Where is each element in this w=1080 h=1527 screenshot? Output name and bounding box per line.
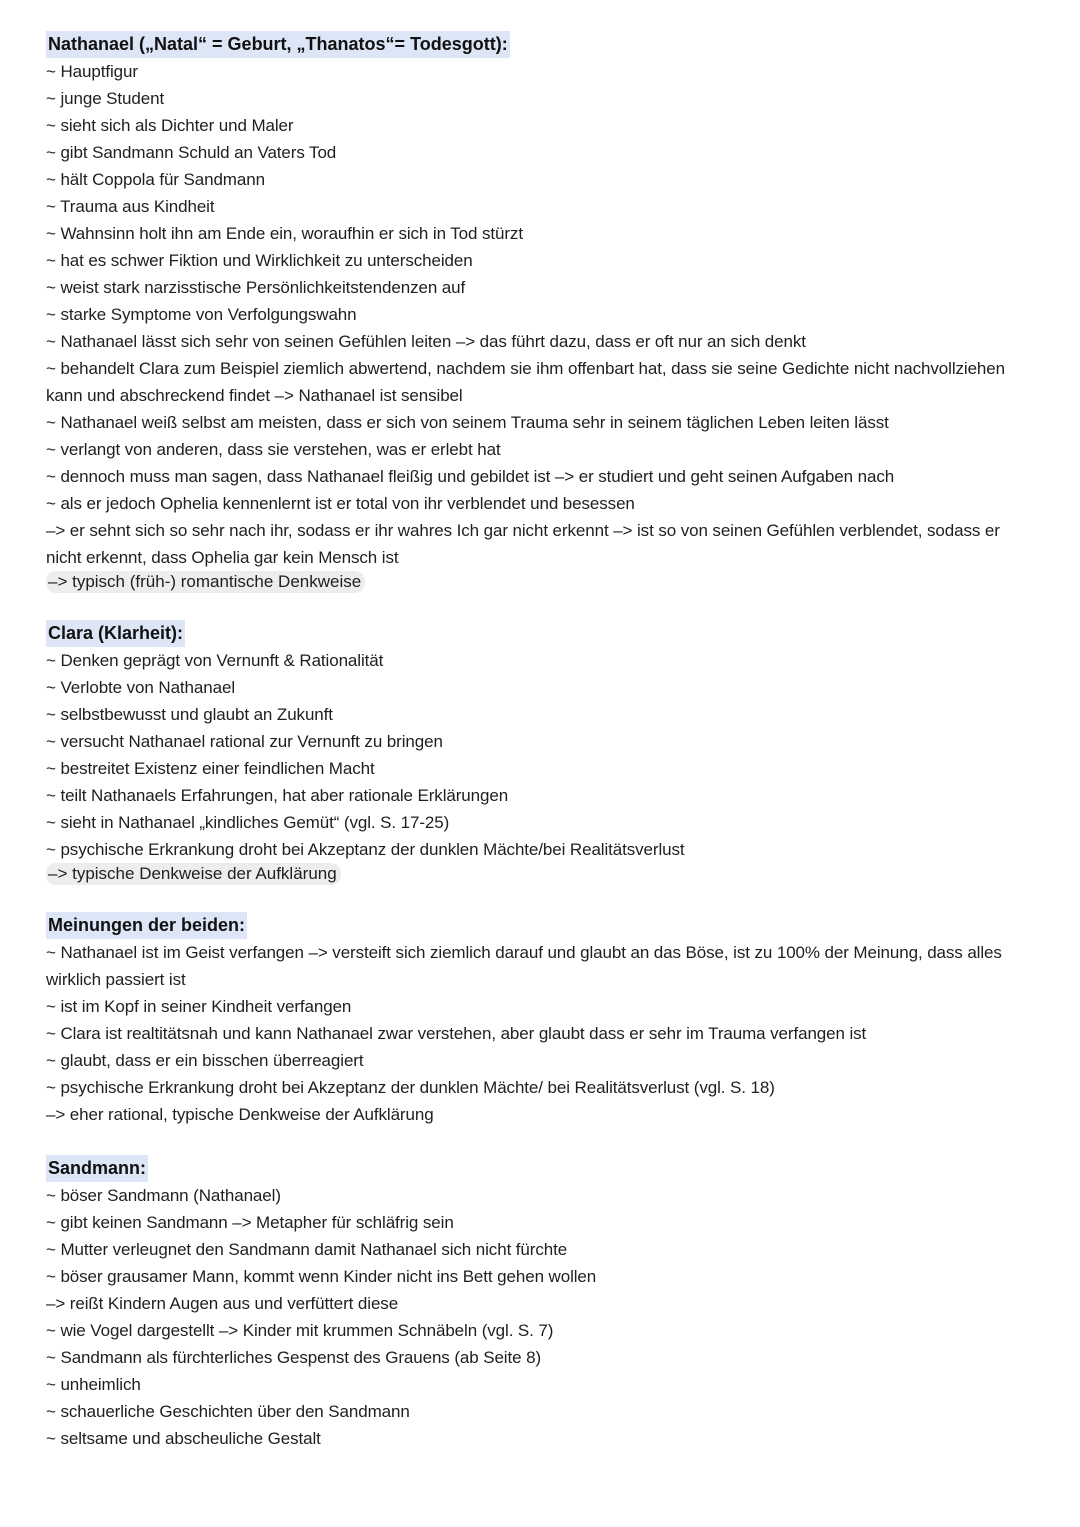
list-item: ~ Sandmann als fürchterliches Gespenst des Grauens (ab Seite 8) bbox=[46, 1348, 542, 1367]
list-item: ~ Wahnsinn holt ihn am Ende ein, woraufhin er sich in Tod stürzt bbox=[46, 224, 523, 243]
list-item: ~ psychische Erkrankung droht bei Akzeptanz der dunklen Mächte/ bei Realitätsverlust (vgl. S. 18) bbox=[46, 1078, 775, 1097]
list-item: ~ psychische Erkrankung droht bei Akzeptanz der dunklen Mächte/bei Realitätsverlust bbox=[46, 840, 685, 859]
list-item: ~ böser Sandmann (Nathanael) bbox=[46, 1186, 281, 1205]
section-meinungen bbox=[46, 912, 1034, 1128]
list-item: ~ seltsame und abscheuliche Gestalt bbox=[46, 1429, 321, 1448]
section-heading: Clara (Klarheit): bbox=[46, 620, 185, 647]
list-item: –> eher rational, typische Denkweise der Aufklärung bbox=[46, 1105, 434, 1124]
section-clara bbox=[46, 620, 1034, 885]
list-item: ~ Verlobte von Nathanael bbox=[46, 678, 235, 697]
list-item: ~ Mutter verleugnet den Sandmann damit Nathanael sich nicht fürchte bbox=[46, 1240, 568, 1259]
list-item: –> reißt Kindern Augen aus und verfüttert diese bbox=[46, 1294, 399, 1313]
conclusion-highlight: –> typisch (früh-) romantische Denkweise bbox=[46, 571, 365, 593]
list-item: ~ hat es schwer Fiktion und Wirklichkeit zu unterscheiden bbox=[46, 251, 473, 270]
list-item: ~ Clara ist realtitätsnah und kann Nathanael zwar verstehen, aber glaubt dass er sehr im Trauma verfangen ist bbox=[46, 1024, 867, 1043]
list-item: ~ gibt keinen Sandmann –> Metapher für schläfrig sein bbox=[46, 1213, 454, 1232]
list-item: ~ weist stark narzisstische Persönlichkeitstendenzen auf bbox=[46, 278, 466, 297]
section-sandmann bbox=[46, 1155, 1034, 1452]
list-item: ~ teilt Nathanaels Erfahrungen, hat aber rationale Erklärungen bbox=[46, 786, 509, 805]
list-item: ~ gibt Sandmann Schuld an Vaters Tod bbox=[46, 143, 337, 162]
list-item: ~ böser grausamer Mann, kommt wenn Kinder nicht ins Bett gehen wollen bbox=[46, 1267, 597, 1286]
list-item: ~ Nathanael weiß selbst am meisten, dass er sich von seinem Trauma sehr in seinem täglichen Leben leiten lässt bbox=[46, 413, 889, 432]
list-item: ~ schauerliche Geschichten über den Sandmann bbox=[46, 1402, 410, 1421]
list-item: ~ Denken geprägt von Vernunft & Rationalität bbox=[46, 651, 384, 670]
list-item: ~ glaubt, dass er ein bisschen überreagiert bbox=[46, 1051, 364, 1070]
conclusion-highlight: –> typische Denkweise der Aufklärung bbox=[46, 863, 341, 885]
section-heading: Meinungen der beiden: bbox=[46, 912, 247, 939]
list-item: ~ wie Vogel dargestellt –> Kinder mit krummen Schnäbeln (vgl. S. 7) bbox=[46, 1321, 554, 1340]
list-item: ~ verlangt von anderen, dass sie verstehen, was er erlebt hat bbox=[46, 440, 501, 459]
list-item: ~ als er jedoch Ophelia kennenlernt ist er total von ihr verblendet und besessen bbox=[46, 494, 635, 513]
list-item: –> er sehnt sich so sehr nach ihr, sodass er ihr wahres Ich gar nicht erkennt –> ist so von seinen Gefühlen verblendet, sodass er nicht erkennt, dass Ophelia gar kein Mensch ist bbox=[46, 521, 1000, 567]
section-heading: Nathanael („Natal“ = Geburt, „Thanatos“= Todesgott): bbox=[46, 31, 510, 58]
list-item: ~ behandelt Clara zum Beispiel ziemlich abwertend, nachdem sie ihm offenbart hat, dass sie seine Gedichte nicht nachvollziehen kann und abschreckend findet –> Nathanael ist sensibel bbox=[46, 359, 1005, 405]
list-item: ~ junge Student bbox=[46, 89, 165, 108]
list-item: ~ versucht Nathanael rational zur Vernunft zu bringen bbox=[46, 732, 443, 751]
list-item: ~ Trauma aus Kindheit bbox=[46, 197, 215, 216]
list-item: ~ unheimlich bbox=[46, 1375, 141, 1394]
list-item: ~ sieht sich als Dichter und Maler bbox=[46, 116, 294, 135]
list-item: ~ ist im Kopf in seiner Kindheit verfangen bbox=[46, 997, 352, 1016]
list-item: ~ bestreitet Existenz einer feindlichen Macht bbox=[46, 759, 375, 778]
list-item: ~ dennoch muss man sagen, dass Nathanael fleißig und gebildet ist –> er studiert und geht seinen Aufgaben nach bbox=[46, 467, 895, 486]
list-item: ~ Nathanael lässt sich sehr von seinen Gefühlen leiten –> das führt dazu, dass er oft nur an sich denkt bbox=[46, 332, 806, 351]
list-item: ~ sieht in Nathanael „kindliches Gemüt“ (vgl. S. 17-25) bbox=[46, 813, 450, 832]
section-nathanael bbox=[46, 31, 1034, 593]
list-item: ~ selbstbewusst und glaubt an Zukunft bbox=[46, 705, 333, 724]
list-item: ~ Nathanael ist im Geist verfangen –> versteift sich ziemlich darauf und glaubt an das Böse, ist zu 100% der Meinung, dass alles wirklich passiert ist bbox=[46, 943, 1002, 989]
list-item: ~ hält Coppola für Sandmann bbox=[46, 170, 265, 189]
list-item: ~ Hauptfigur bbox=[46, 62, 138, 81]
list-item: ~ starke Symptome von Verfolgungswahn bbox=[46, 305, 357, 324]
section-heading: Sandmann: bbox=[46, 1155, 148, 1182]
